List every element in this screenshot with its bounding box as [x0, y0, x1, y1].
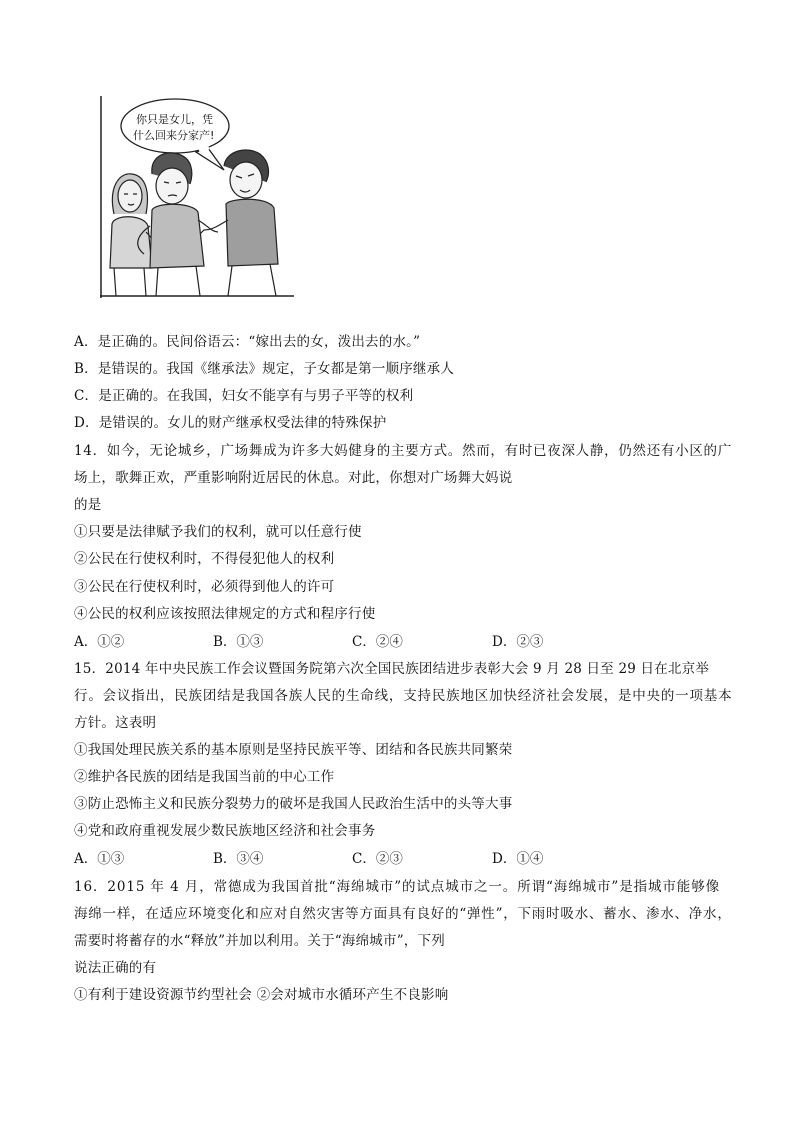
q15-choice-c: C．②③: [352, 851, 403, 867]
q15-item-2: ②维护各民族的团结是我国当前的中心工作: [74, 769, 335, 785]
q14-item-4: ④公民的权利应该按照法律规定的方式和程序行使: [74, 606, 376, 622]
q16-stem-line-2: 海绵一样，在适应环境变化和应对自然灾害等方面具有良好的“弹性”，下雨时吸水、蓄水、渗水、净水，: [74, 906, 732, 922]
q16-items-line-1: ①有利于建设资源节约型社会 ②会对城市水循环产生不良影响: [74, 987, 449, 1003]
q14-choice-a: A．①②: [74, 634, 125, 650]
q16-stem-line-4: 说法正确的有: [74, 960, 157, 976]
q15-item-3: ③防止恐怖主义和民族分裂势力的破坏是我国人民政治生活中的头等大事: [74, 796, 513, 812]
q14-item-3: ③公民在行使权利时，必须得到他人的许可: [74, 579, 335, 595]
q16-stem-line-3: 需要时将蓄存的水“释放”并加以利用。关于“海绵城市”，下列: [74, 933, 445, 949]
q14-item-1: ①只要是法律赋予我们的权利，就可以任意行使: [74, 524, 362, 540]
q13-option-d: D．是错误的。女儿的财产继承权受法律的特殊保护: [74, 415, 387, 431]
q14-choice-d: D．②③: [492, 634, 544, 650]
q13-option-c: C．是正确的。在我国，妇女不能享有与男子平等的权利: [74, 388, 414, 404]
q14-choice-b: B．①③: [213, 634, 264, 650]
q16-stem-line-1: 16．2015 年 4 月，常德成为我国首批“海绵城市”的试点城市之一。所谓“海绵城市”是指城市能够像: [74, 879, 721, 895]
q15-choice-a: A．①③: [74, 851, 125, 867]
q15-item-1: ①我国处理民族关系的基本原则是坚持民族平等、团结和各民族共同繁荣: [74, 742, 513, 758]
cartoon-illustration: [100, 96, 294, 298]
q15-stem-line-1: 15．2014 年中央民族工作会议暨国务院第六次全国民族团结进步表彰大会 9 月 28 日至 29 日在北京举: [74, 661, 710, 677]
q15-stem-line-2: 行。会议指出，民族团结是我国各族人民的生命线，支持民族地区加快经济社会发展，是中央的一项基本: [74, 688, 733, 704]
q14-choice-c: C．②④: [352, 634, 403, 650]
q14-stem-line-3: 的是: [74, 497, 102, 513]
speech-line-1: 你只是女儿，凭: [136, 113, 213, 126]
q14-stem-line-1: 14．如今，无论城乡，广场舞成为许多大妈健身的主要方式。然而，有时已夜深人静，仍然还有小区的广: [74, 443, 732, 459]
q15-choice-b: B．③④: [213, 851, 264, 867]
q13-option-b: B．是错误的。我国《继承法》规定，子女都是第一顺序继承人: [74, 361, 455, 377]
q15-item-4: ④党和政府重视发展少数民族地区经济和社会事务: [74, 823, 376, 839]
q13-option-a: A．是正确的。民间俗语云：“嫁出去的女，泼出去的水。”: [74, 334, 421, 350]
q14-item-2: ②公民在行使权利时，不得侵犯他人的权利: [74, 551, 335, 567]
q15-choice-d: D．①④: [492, 851, 544, 867]
speech-line-2: 什么回来分家产!: [133, 129, 215, 142]
q15-stem-line-3: 方针。这表明: [74, 715, 157, 731]
q14-stem-line-2: 场上，歌舞正欢，严重影响附近居民的休息。对此，你想对广场舞大妈说: [74, 470, 513, 486]
